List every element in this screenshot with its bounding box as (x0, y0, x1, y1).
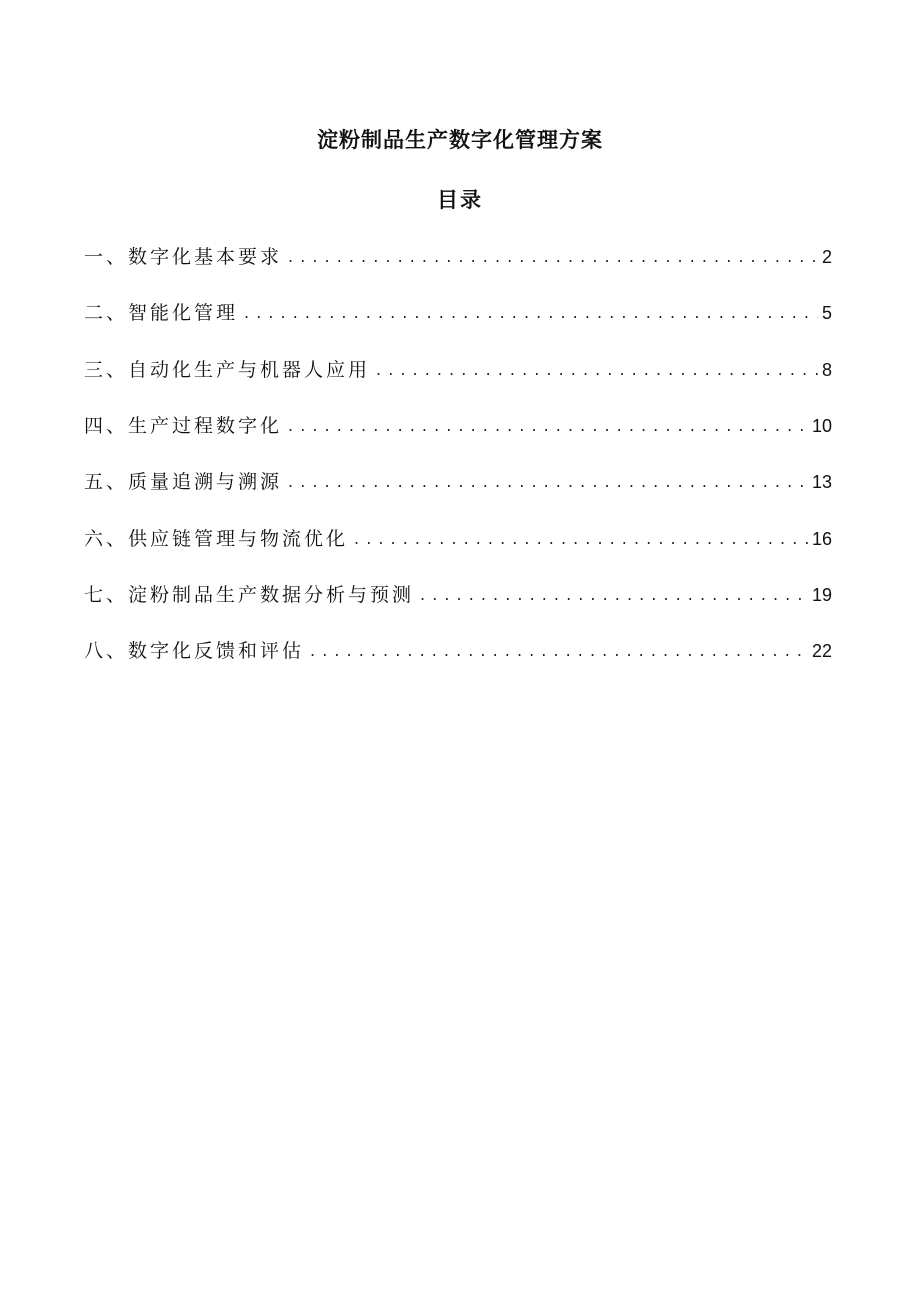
toc-leader-dots (354, 524, 808, 554)
toc-page-number: 5 (821, 303, 832, 323)
toc-leader-dots (244, 298, 818, 328)
toc-leader-dots (310, 636, 808, 666)
document-title: 淀粉制品生产数字化管理方案 (317, 128, 603, 152)
toc-entry-label: 八、数字化反馈和评估 (84, 640, 305, 662)
toc-entry[interactable] (84, 580, 832, 610)
toc-leader-dots (288, 242, 818, 272)
toc-entry[interactable] (84, 355, 832, 385)
toc-entry-label: 四、生产过程数字化 (84, 415, 283, 437)
toc-page-number: 16 (811, 529, 832, 549)
toc-entry[interactable] (84, 636, 832, 666)
toc-page-number: 22 (811, 641, 832, 661)
toc-page-number: 19 (811, 585, 832, 605)
toc-entry-label: 二、智能化管理 (84, 302, 239, 324)
toc-leader-dots (420, 580, 808, 610)
toc-entry[interactable] (84, 524, 832, 554)
toc-entry[interactable] (84, 242, 832, 272)
toc-entry[interactable] (84, 467, 832, 497)
toc-leader-dots (288, 411, 808, 441)
toc-entry[interactable] (84, 298, 832, 328)
toc-heading: 目录 (437, 188, 483, 212)
toc-page-number: 13 (811, 472, 832, 492)
toc-page-number: 10 (811, 416, 832, 436)
toc-leader-dots (288, 467, 808, 497)
toc-page-number: 8 (821, 360, 832, 380)
toc-entry-label: 六、供应链管理与物流优化 (84, 528, 349, 550)
toc-entry-label: 七、淀粉制品生产数据分析与预测 (84, 584, 415, 606)
toc-entry-label: 五、质量追溯与溯源 (84, 471, 283, 493)
toc-leader-dots (376, 355, 818, 385)
toc-entry[interactable] (84, 411, 832, 441)
toc-page-number: 2 (821, 247, 832, 267)
toc-entry-label: 一、数字化基本要求 (84, 246, 283, 268)
toc-entry-label: 三、自动化生产与机器人应用 (84, 359, 371, 381)
